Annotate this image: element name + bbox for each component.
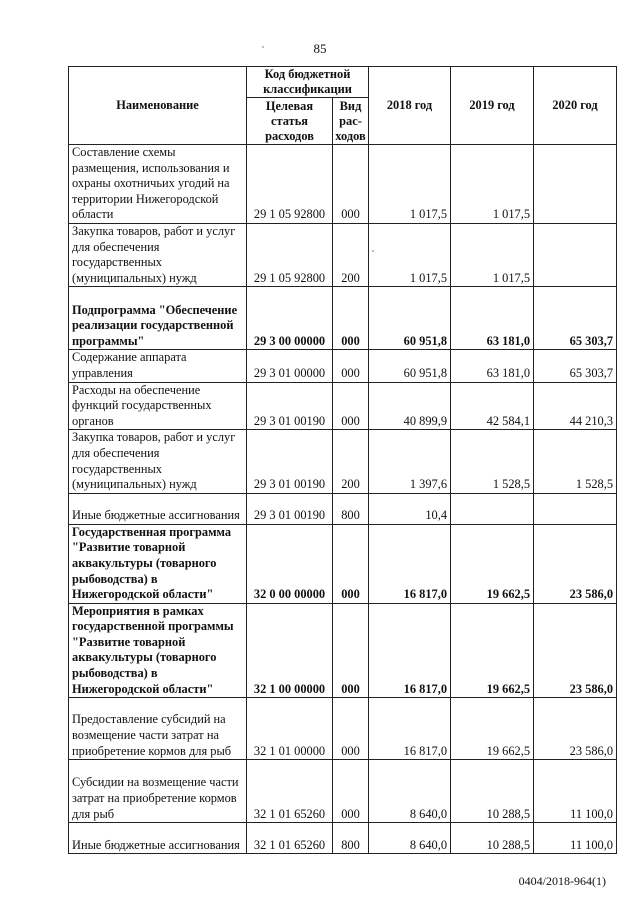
row-name: Иные бюджетные ассигнования [69, 823, 247, 854]
row-name: Содержание аппарата управления [69, 350, 247, 382]
row-name: Составление схемы размещения, использования и охраны охотничьих угодий на территории Нижегородской области [69, 145, 247, 224]
row-name: Государственная программа "Развитие товарной аквакультуры (товарного рыбоводства) в Нижегородской области" [69, 524, 247, 603]
row-value-2019: 63 181,0 [451, 287, 534, 350]
document-code: 0404/2018-964(1) [518, 874, 606, 888]
row-expense-type: 000 [333, 145, 369, 224]
row-name: Иные бюджетные ассигнования [69, 493, 247, 524]
row-value-2020: 23 586,0 [534, 524, 617, 603]
row-value-2019: 42 584,1 [451, 382, 534, 430]
row-expense-type: 000 [333, 382, 369, 430]
table-row [69, 145, 617, 224]
scan-speck [262, 46, 264, 48]
header-code-group: Код бюджетной классификации [247, 67, 369, 98]
row-value-2020: 11 100,0 [534, 760, 617, 823]
row-target-code: 29 3 01 00190 [247, 430, 333, 493]
row-expense-type: 000 [333, 760, 369, 823]
row-value-2018: 16 817,0 [369, 698, 451, 760]
row-target-code: 29 3 01 00190 [247, 493, 333, 524]
row-value-2020: 11 100,0 [534, 823, 617, 854]
row-expense-type: 000 [333, 698, 369, 760]
row-value-2018: 8 640,0 [369, 823, 451, 854]
row-value-2018: 1 017,5 [369, 145, 451, 224]
row-value-2020 [534, 145, 617, 224]
row-expense-type: 800 [333, 493, 369, 524]
table-row [69, 350, 617, 382]
row-expense-type: 000 [333, 524, 369, 603]
row-target-code: 29 3 00 00000 [247, 287, 333, 350]
row-name: Расходы на обеспечение функций государственных органов [69, 382, 247, 430]
table-row [69, 823, 617, 854]
budget-table [68, 66, 617, 854]
row-target-code: 32 1 01 00000 [247, 698, 333, 760]
header-2018: 2018 год [369, 67, 451, 145]
row-value-2020: 65 303,7 [534, 287, 617, 350]
header-2019: 2019 год [451, 67, 534, 145]
header-target: Целевая статья расходов [247, 98, 333, 145]
row-name: Мероприятия в рамках государственной программы "Развитие товарной аквакультуры (товарного рыбоводства) в Нижегородской области" [69, 603, 247, 698]
header-name: Наименование [69, 67, 247, 145]
row-value-2018: 1 017,5 [369, 224, 451, 287]
row-target-code: 32 1 01 65260 [247, 760, 333, 823]
row-value-2018: 16 817,0 [369, 524, 451, 603]
row-value-2020: 1 528,5 [534, 430, 617, 493]
row-value-2020 [534, 224, 617, 287]
row-value-2019: 1 528,5 [451, 430, 534, 493]
row-value-2018: 60 951,8 [369, 350, 451, 382]
row-value-2018: 40 899,9 [369, 382, 451, 430]
header-2020: 2020 год [534, 67, 617, 145]
row-target-code: 32 0 00 00000 [247, 524, 333, 603]
row-value-2019: 19 662,5 [451, 524, 534, 603]
row-value-2018: 60 951,8 [369, 287, 451, 350]
row-value-2018: 10,4 [369, 493, 451, 524]
row-value-2019: 1 017,5 [451, 224, 534, 287]
table-row [69, 493, 617, 524]
table-row [69, 603, 617, 698]
row-target-code: 29 1 05 92800 [247, 145, 333, 224]
row-value-2018: 1 397,6 [369, 430, 451, 493]
scan-speck [372, 250, 374, 252]
row-expense-type: 200 [333, 430, 369, 493]
table-row [69, 287, 617, 350]
row-value-2019: 10 288,5 [451, 760, 534, 823]
row-expense-type: 000 [333, 350, 369, 382]
row-name: Субсидии на возмещение части затрат на приобретение кормов для рыб [69, 760, 247, 823]
row-expense-type: 000 [333, 287, 369, 350]
row-value-2018: 16 817,0 [369, 603, 451, 698]
page-number: 85 [313, 41, 327, 56]
row-value-2020: 44 210,3 [534, 382, 617, 430]
table-row [69, 382, 617, 430]
table-row [69, 698, 617, 760]
header-vid: Вид рас-ходов [333, 98, 369, 145]
row-value-2019 [451, 493, 534, 524]
row-target-code: 29 3 01 00000 [247, 350, 333, 382]
row-name: Подпрограмма "Обеспечение реализации государственной программы" [69, 287, 247, 350]
row-value-2020: 23 586,0 [534, 698, 617, 760]
row-target-code: 29 3 01 00190 [247, 382, 333, 430]
row-name: Закупка товаров, работ и услуг для обеспечения государственных (муниципальных) нужд [69, 430, 247, 493]
row-name: Закупка товаров, работ и услуг для обеспечения государственных (муниципальных) нужд [69, 224, 247, 287]
row-name: Предоставление субсидий на возмещение части затрат на приобретение кормов для рыб [69, 698, 247, 760]
table-row [69, 430, 617, 493]
row-value-2018: 8 640,0 [369, 760, 451, 823]
row-expense-type: 200 [333, 224, 369, 287]
row-target-code: 32 1 01 65260 [247, 823, 333, 854]
row-value-2019: 63 181,0 [451, 350, 534, 382]
table-row [69, 224, 617, 287]
row-expense-type: 000 [333, 603, 369, 698]
row-value-2019: 19 662,5 [451, 698, 534, 760]
row-value-2020 [534, 493, 617, 524]
table-row [69, 524, 617, 603]
row-value-2019: 1 017,5 [451, 145, 534, 224]
row-expense-type: 800 [333, 823, 369, 854]
row-value-2019: 10 288,5 [451, 823, 534, 854]
row-target-code: 29 1 05 92800 [247, 224, 333, 287]
table-row [69, 760, 617, 823]
row-value-2019: 19 662,5 [451, 603, 534, 698]
row-target-code: 32 1 00 00000 [247, 603, 333, 698]
row-value-2020: 65 303,7 [534, 350, 617, 382]
row-value-2020: 23 586,0 [534, 603, 617, 698]
